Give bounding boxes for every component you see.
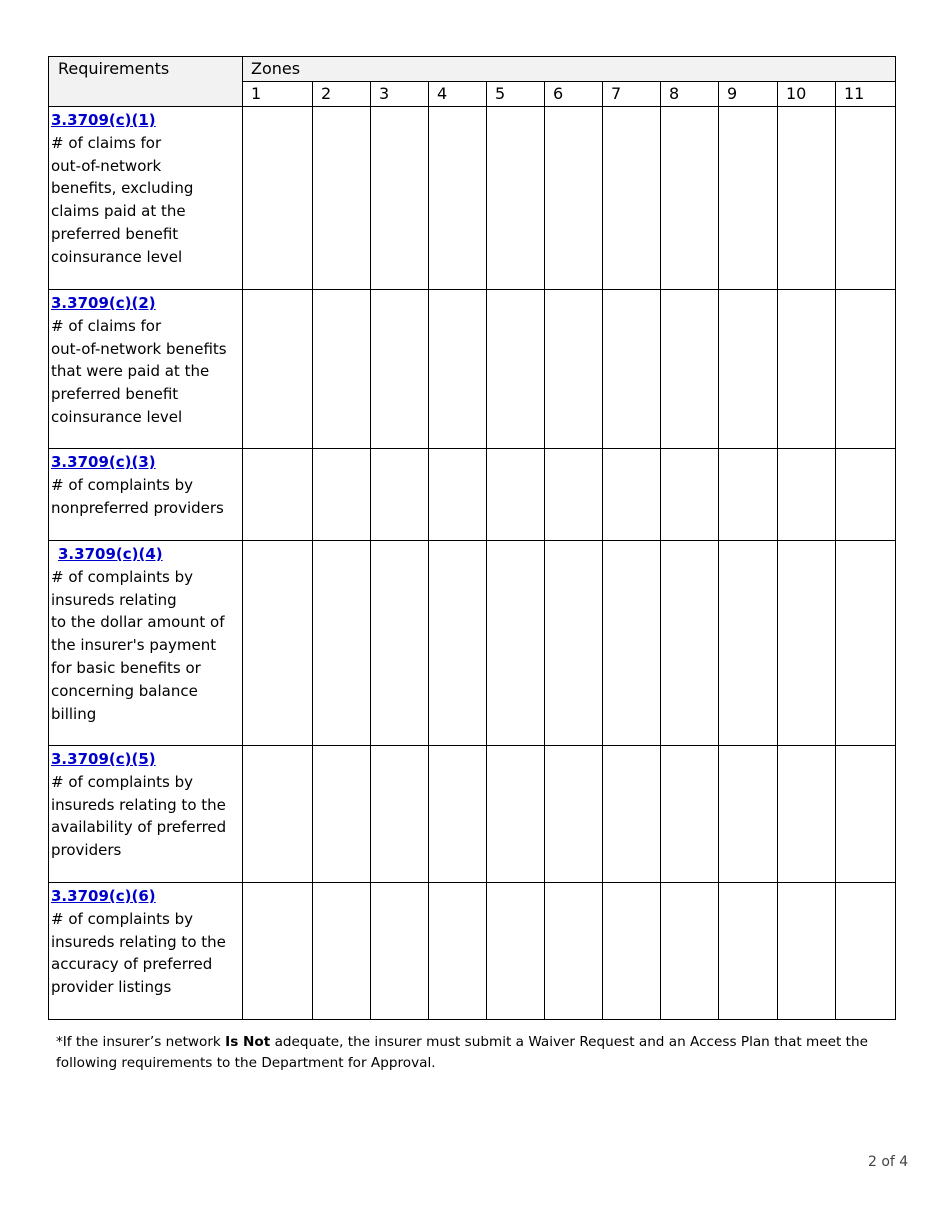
requirement-code-link[interactable]: 3.3709(c)(3) bbox=[51, 453, 156, 471]
requirement-description-line: out-of-network benefits bbox=[51, 339, 227, 358]
zone-number-header: 3 bbox=[371, 82, 429, 107]
requirement-description-line: billing bbox=[51, 704, 97, 723]
zone-value-cell[interactable] bbox=[603, 107, 661, 290]
requirement-description-line: # of complaints by bbox=[51, 475, 194, 494]
zone-value-cell[interactable] bbox=[313, 449, 371, 541]
zone-value-cell[interactable] bbox=[661, 541, 719, 746]
requirement-description-line: that were paid at the bbox=[51, 362, 210, 381]
zone-value-cell[interactable] bbox=[487, 449, 545, 541]
zone-value-cell[interactable] bbox=[487, 541, 545, 746]
zone-value-cell[interactable] bbox=[719, 290, 778, 449]
requirement-description-line: # of complaints by bbox=[51, 567, 194, 586]
requirement-description-line: preferred benefit bbox=[51, 224, 179, 243]
requirement-description-line: providers bbox=[51, 841, 122, 860]
zone-value-cell[interactable] bbox=[661, 883, 719, 1020]
zone-value-cell[interactable] bbox=[487, 107, 545, 290]
zone-value-cell[interactable] bbox=[603, 449, 661, 541]
zone-value-cell[interactable] bbox=[661, 449, 719, 541]
requirement-cell bbox=[49, 107, 243, 290]
zone-value-cell[interactable] bbox=[778, 746, 836, 883]
requirement-description-line: nonpreferred providers bbox=[51, 498, 224, 517]
zone-value-cell[interactable] bbox=[836, 290, 896, 449]
page-number: 2 of 4 bbox=[868, 1154, 909, 1170]
requirement-description-line: availability of preferred bbox=[51, 818, 227, 837]
zone-number-header: 5 bbox=[487, 82, 545, 107]
zone-number-header: 8 bbox=[661, 82, 719, 107]
zone-value-cell[interactable] bbox=[371, 290, 429, 449]
zone-value-cell[interactable] bbox=[836, 449, 896, 541]
requirement-cell bbox=[49, 449, 243, 541]
zone-value-cell[interactable] bbox=[719, 746, 778, 883]
zone-value-cell[interactable] bbox=[243, 449, 313, 541]
zone-value-cell[interactable] bbox=[429, 541, 487, 746]
requirement-description-line: insureds relating to the bbox=[51, 795, 226, 814]
zone-value-cell[interactable] bbox=[313, 541, 371, 746]
zone-value-cell[interactable] bbox=[836, 107, 896, 290]
zone-value-cell[interactable] bbox=[429, 449, 487, 541]
zone-value-cell[interactable] bbox=[371, 883, 429, 1020]
zone-value-cell[interactable] bbox=[243, 541, 313, 746]
requirement-description-line: the insurer's payment bbox=[51, 636, 217, 655]
requirement-cell bbox=[49, 290, 243, 449]
zone-value-cell[interactable] bbox=[313, 746, 371, 883]
footnote-prefix: *If the insurer’s network bbox=[56, 1034, 226, 1050]
zone-value-cell[interactable] bbox=[603, 290, 661, 449]
zone-value-cell[interactable] bbox=[545, 107, 603, 290]
zone-value-cell[interactable] bbox=[836, 883, 896, 1020]
zone-number-header: 2 bbox=[313, 82, 371, 107]
zone-value-cell[interactable] bbox=[545, 290, 603, 449]
requirement-description-line: to the dollar amount of bbox=[51, 613, 225, 632]
zone-value-cell[interactable] bbox=[836, 541, 896, 746]
requirement-description-line: for basic benefits or bbox=[51, 658, 201, 677]
table-row bbox=[49, 290, 896, 449]
zone-value-cell[interactable] bbox=[778, 541, 836, 746]
zone-value-cell[interactable] bbox=[429, 883, 487, 1020]
zone-value-cell[interactable] bbox=[429, 290, 487, 449]
zone-number-header: 9 bbox=[719, 82, 778, 107]
requirements-body bbox=[49, 107, 896, 1020]
requirement-description-line: # of complaints by bbox=[51, 909, 194, 928]
requirement-description-line: preferred benefit bbox=[51, 385, 179, 404]
zone-number-header: 4 bbox=[429, 82, 487, 107]
table-row bbox=[49, 746, 896, 883]
zone-number-header: 1 bbox=[243, 82, 313, 107]
zone-value-cell[interactable] bbox=[603, 883, 661, 1020]
zone-value-cell[interactable] bbox=[371, 746, 429, 883]
zone-value-cell[interactable] bbox=[778, 883, 836, 1020]
requirement-cell bbox=[49, 883, 243, 1020]
zone-value-cell[interactable] bbox=[719, 449, 778, 541]
requirement-description-line: provider listings bbox=[51, 978, 172, 997]
zone-value-cell[interactable] bbox=[243, 290, 313, 449]
zone-number-header: 10 bbox=[778, 82, 836, 107]
requirement-code-link[interactable]: 3.3709(c)(4) bbox=[58, 545, 163, 563]
requirement-description-line: claims paid at the bbox=[51, 202, 186, 221]
footnote-emphasis: Is Not bbox=[225, 1034, 271, 1050]
requirement-description-line: benefits, excluding bbox=[51, 179, 194, 198]
zone-value-cell[interactable] bbox=[719, 883, 778, 1020]
zone-value-cell[interactable] bbox=[836, 746, 896, 883]
table-row bbox=[49, 883, 896, 1020]
zone-value-cell[interactable] bbox=[429, 746, 487, 883]
requirement-cell bbox=[49, 746, 243, 883]
requirement-description-line: # of complaints by bbox=[51, 772, 194, 791]
zone-value-cell[interactable] bbox=[545, 449, 603, 541]
zone-value-cell[interactable] bbox=[778, 449, 836, 541]
zone-value-cell[interactable] bbox=[371, 107, 429, 290]
requirement-description-line: # of claims for bbox=[51, 133, 162, 152]
requirements-zones-table bbox=[48, 56, 896, 1020]
requirement-description-line: # of claims for bbox=[51, 316, 162, 335]
requirement-code-link[interactable]: 3.3709(c)(2) bbox=[51, 294, 156, 312]
requirements-header: Requirements bbox=[49, 57, 243, 107]
zone-value-cell[interactable] bbox=[545, 883, 603, 1020]
zone-value-cell[interactable] bbox=[661, 746, 719, 883]
requirement-description-line: accuracy of preferred bbox=[51, 955, 213, 974]
zone-value-cell[interactable] bbox=[243, 107, 313, 290]
requirement-description-line: concerning balance bbox=[51, 681, 198, 700]
requirement-description-line: out-of-network bbox=[51, 156, 162, 175]
zone-value-cell[interactable] bbox=[661, 290, 719, 449]
requirement-description-line: insureds relating bbox=[51, 590, 177, 609]
zone-value-cell[interactable] bbox=[371, 541, 429, 746]
zone-value-cell[interactable] bbox=[545, 541, 603, 746]
zone-value-cell[interactable] bbox=[243, 746, 313, 883]
zone-value-cell[interactable] bbox=[778, 290, 836, 449]
table-row bbox=[49, 107, 896, 290]
requirement-description-line: coinsurance level bbox=[51, 247, 183, 266]
zone-value-cell[interactable] bbox=[487, 883, 545, 1020]
footnote-line1-rest: adequate, the insurer must submit a Waiver Request and an Access Plan that meet the bbox=[270, 1034, 868, 1050]
requirement-code-link[interactable]: 3.3709(c)(5) bbox=[51, 750, 156, 768]
footnote-line2: following requirements to the Department for Approval. bbox=[56, 1055, 436, 1071]
zone-value-cell[interactable] bbox=[313, 107, 371, 290]
zone-value-cell[interactable] bbox=[487, 290, 545, 449]
zone-value-cell[interactable] bbox=[313, 883, 371, 1020]
zone-value-cell[interactable] bbox=[429, 107, 487, 290]
table-row bbox=[49, 541, 896, 746]
zone-value-cell[interactable] bbox=[487, 746, 545, 883]
table-row bbox=[49, 449, 896, 541]
zone-value-cell[interactable] bbox=[603, 746, 661, 883]
zone-value-cell[interactable] bbox=[313, 290, 371, 449]
zone-value-cell[interactable] bbox=[545, 746, 603, 883]
zone-value-cell[interactable] bbox=[603, 541, 661, 746]
zone-number-header: 11 bbox=[836, 82, 896, 107]
zones-header: Zones bbox=[243, 57, 896, 82]
requirement-cell bbox=[49, 541, 243, 746]
zone-value-cell[interactable] bbox=[719, 107, 778, 290]
zone-value-cell[interactable] bbox=[371, 449, 429, 541]
zone-value-cell[interactable] bbox=[719, 541, 778, 746]
zone-number-header: 7 bbox=[603, 82, 661, 107]
zone-value-cell[interactable] bbox=[778, 107, 836, 290]
requirement-code-link[interactable]: 3.3709(c)(6) bbox=[51, 887, 156, 905]
footnote bbox=[56, 1032, 886, 1074]
zone-value-cell[interactable] bbox=[243, 883, 313, 1020]
requirement-code-link[interactable]: 3.3709(c)(1) bbox=[51, 111, 156, 129]
zone-number-header: 6 bbox=[545, 82, 603, 107]
requirement-description-line: insureds relating to the bbox=[51, 932, 226, 951]
requirement-description-line: coinsurance level bbox=[51, 407, 183, 426]
zone-value-cell[interactable] bbox=[661, 107, 719, 290]
